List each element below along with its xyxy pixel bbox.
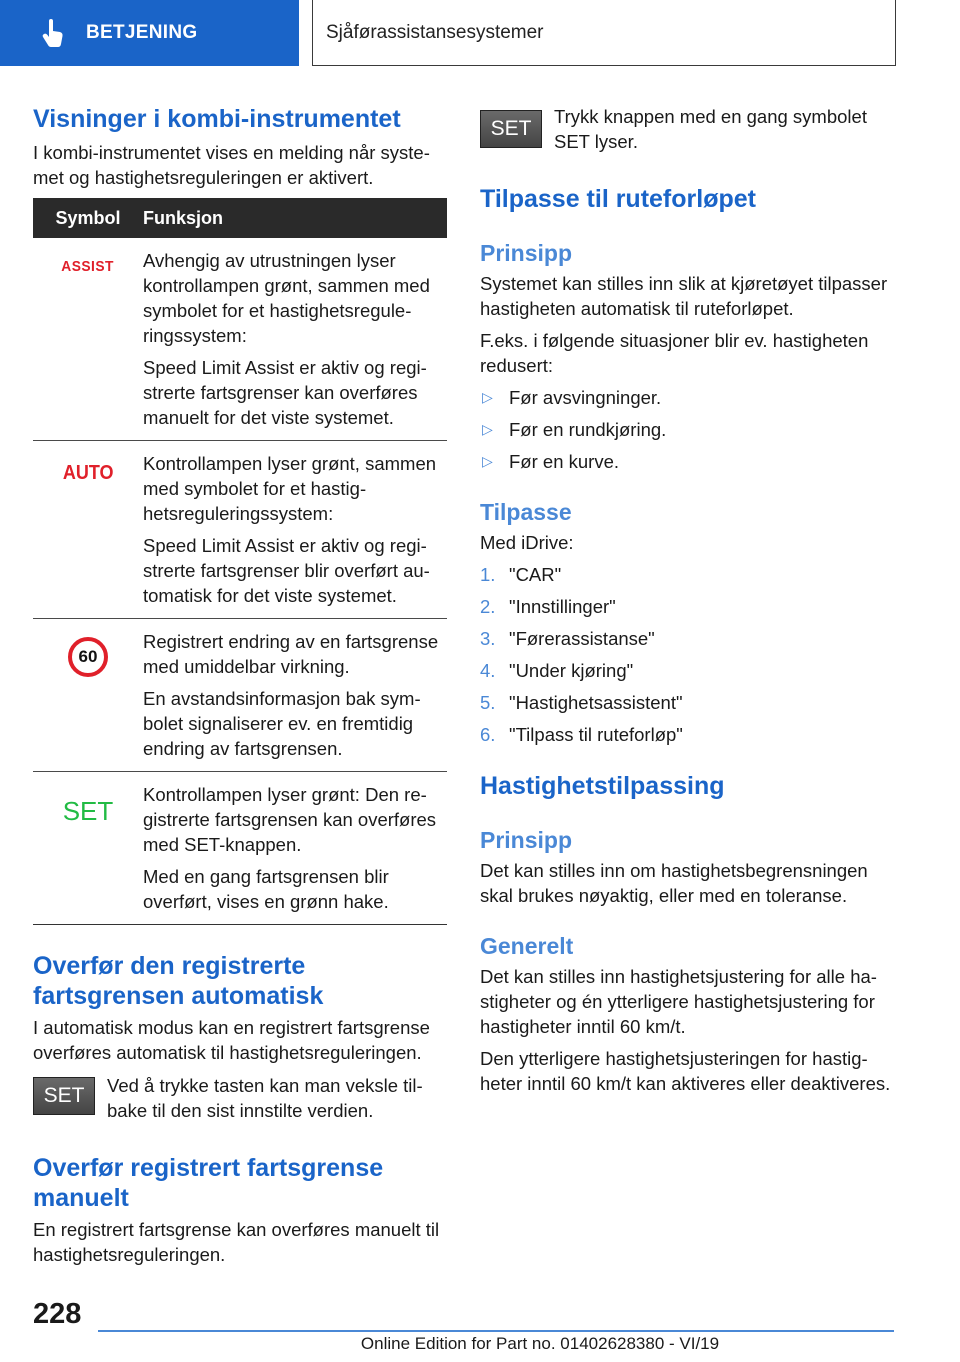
principle-text: Systemet kan stilles inn slik at kjøretøyet tilpasser hastigheten automatisk til ruteforløpet. — [480, 273, 888, 319]
subheading-generelt: Generelt — [480, 933, 574, 959]
idrive-text: Med iDrive: — [480, 532, 574, 553]
function-text: Speed Limit Assist er aktiv og registrerte fartsgrenser blir overført automatisk for det viste systemet. — [143, 535, 430, 606]
chapter-title-box — [312, 0, 896, 66]
column-header-function: Funksjon — [143, 207, 223, 228]
table-row — [33, 441, 447, 619]
heading-visninger: Visninger i kombi-instrumentet — [33, 105, 401, 133]
table-row — [33, 772, 447, 925]
subheading-prinsipp-2: Prinsipp — [480, 827, 573, 853]
list-item: 5. "Hastighetsassistent" — [480, 692, 683, 713]
general-text: Det kan stilles inn hastighetsjustering for alle hastigheter og én ytterligere hastighetsjustering for hastigheter inntil 60 km/t. — [480, 966, 877, 1037]
table-row — [33, 619, 447, 772]
speed-limit-value: 60 — [78, 647, 98, 666]
subheading-tilpasse: Tilpasse — [480, 499, 572, 525]
set-button-instruction — [480, 106, 894, 154]
list-item: 2. "Innstillinger" — [480, 596, 616, 617]
auto-text-symbol: AUTO — [62, 462, 114, 484]
table-header — [33, 198, 447, 238]
heading-overfor-manuelt: Overfør registrert fartsgrense manuelt — [33, 1154, 384, 1212]
set-button-instruction — [33, 1077, 447, 1123]
heading-hastighetstilpassing: Hastighetstilpassing — [480, 772, 725, 800]
symbol-cell — [33, 248, 143, 430]
speed-limit-sign-icon — [68, 637, 108, 677]
auto-mode-text: I automatisk modus kan en registrert fartsgrense overføres automatisk til hastighetsreguleringen. — [33, 1017, 430, 1063]
function-text: Avhengig av utrustningen lyser kontrollampen grønt, sammen med symbolet for et hastighetsreguleringssystem: — [143, 250, 430, 346]
function-text: Speed Limit Assist er aktiv og registrerte fartsgrenser kan overføres manuelt for det viste systemet. — [143, 357, 427, 428]
symbol-cell — [33, 451, 143, 608]
set-indicator-symbol: SET — [62, 796, 114, 826]
function-cell — [143, 248, 447, 430]
section-tab[interactable] — [0, 0, 299, 66]
left-column — [33, 100, 447, 1267]
edition-text: Online Edition for Part no. 01402628380 - VI/19 — [360, 1334, 720, 1353]
column-header-symbol: Symbol — [55, 207, 121, 228]
function-cell — [143, 451, 447, 608]
function-cell — [143, 629, 447, 761]
footer-divider — [98, 1330, 894, 1332]
general-text: Den ytterligere hastighetsjusteringen for hastigheter inntil 60 km/t kan aktiveres eller deaktiveres. — [480, 1048, 891, 1094]
list-item: 3. "Førerassistanse" — [480, 628, 655, 649]
heading-tilpasse-ruteforlop: Tilpasse til ruteforløpet — [480, 185, 756, 213]
symbol-table — [33, 198, 447, 925]
function-text: Kontrollampen lyser grønt, sammen med symbolet for et hastighetsreguleringssystem: — [143, 453, 437, 524]
right-column — [480, 100, 894, 1096]
table-row — [33, 238, 447, 441]
example-text: F.eks. i følgende situasjoner blir ev. hastigheten redusert: — [480, 330, 869, 376]
set-button-text: Trykk knappen med en gang symbolet SET lyser. — [554, 106, 867, 152]
subheading-prinsipp: Prinsipp — [480, 240, 573, 266]
triangle-bullet-icon: ▷ — [482, 421, 493, 437]
idrive-steps — [480, 562, 894, 747]
function-text: Med en gang fartsgrensen blir overført, vises en grønn hake. — [143, 866, 389, 912]
set-button-text: Ved å trykke tasten kan man veksle tilbake til den sist innstilte verdien. — [107, 1075, 423, 1121]
triangle-bullet-icon: ▷ — [482, 389, 493, 405]
list-item: 6. "Tilpass til ruteforløp" — [480, 724, 683, 745]
section-tab-label: BETJENING — [86, 22, 198, 43]
function-text: En avstandsinformasjon bak symbolet signaliserer ev. en fremtidig endring av fartsgrensen. — [143, 688, 421, 759]
list-item: ▷ Før en kurve. — [482, 451, 619, 472]
manual-text: En registrert fartsgrense kan overføres manuelt til hastighetsreguleringen. — [33, 1219, 440, 1265]
speed-principle-text: Det kan stilles inn om hastighetsbegrensningen skal brukes nøyaktig, eller med en toleranse. — [480, 860, 868, 906]
assist-text-symbol: ASSIST — [61, 258, 115, 275]
situation-list — [480, 385, 894, 474]
symbol-cell — [33, 629, 143, 761]
function-text: Registrert endring av en fartsgrense med umiddelbar virkning. — [143, 631, 439, 677]
set-button[interactable]: SET — [33, 1077, 95, 1115]
list-item: ▷ Før en rundkjøring. — [482, 419, 667, 440]
chapter-title: Sjåførassistansesystemer — [326, 21, 544, 43]
heading-overfor-automatisk: Overfør den registrerte fartsgrensen automatisk — [33, 952, 324, 1010]
list-item: 1. "CAR" — [480, 564, 562, 585]
list-item: ▷ Før avsvingninger. — [482, 387, 662, 408]
page-number: 228 — [33, 1298, 82, 1330]
triangle-bullet-icon: ▷ — [482, 453, 493, 469]
function-cell — [143, 782, 447, 914]
list-item: 4. "Under kjøring" — [480, 660, 634, 681]
set-button[interactable]: SET — [480, 110, 542, 148]
hand-pointer-icon — [42, 19, 64, 47]
intro-text: I kombi-instrumentet vises en melding når systemet og hastighetsreguleringen er aktivert. — [33, 142, 430, 188]
function-text: Kontrollampen lyser grønt: Den registrerte fartsgrensen kan overføres med SET-knappen. — [143, 784, 437, 855]
symbol-cell — [33, 782, 143, 914]
